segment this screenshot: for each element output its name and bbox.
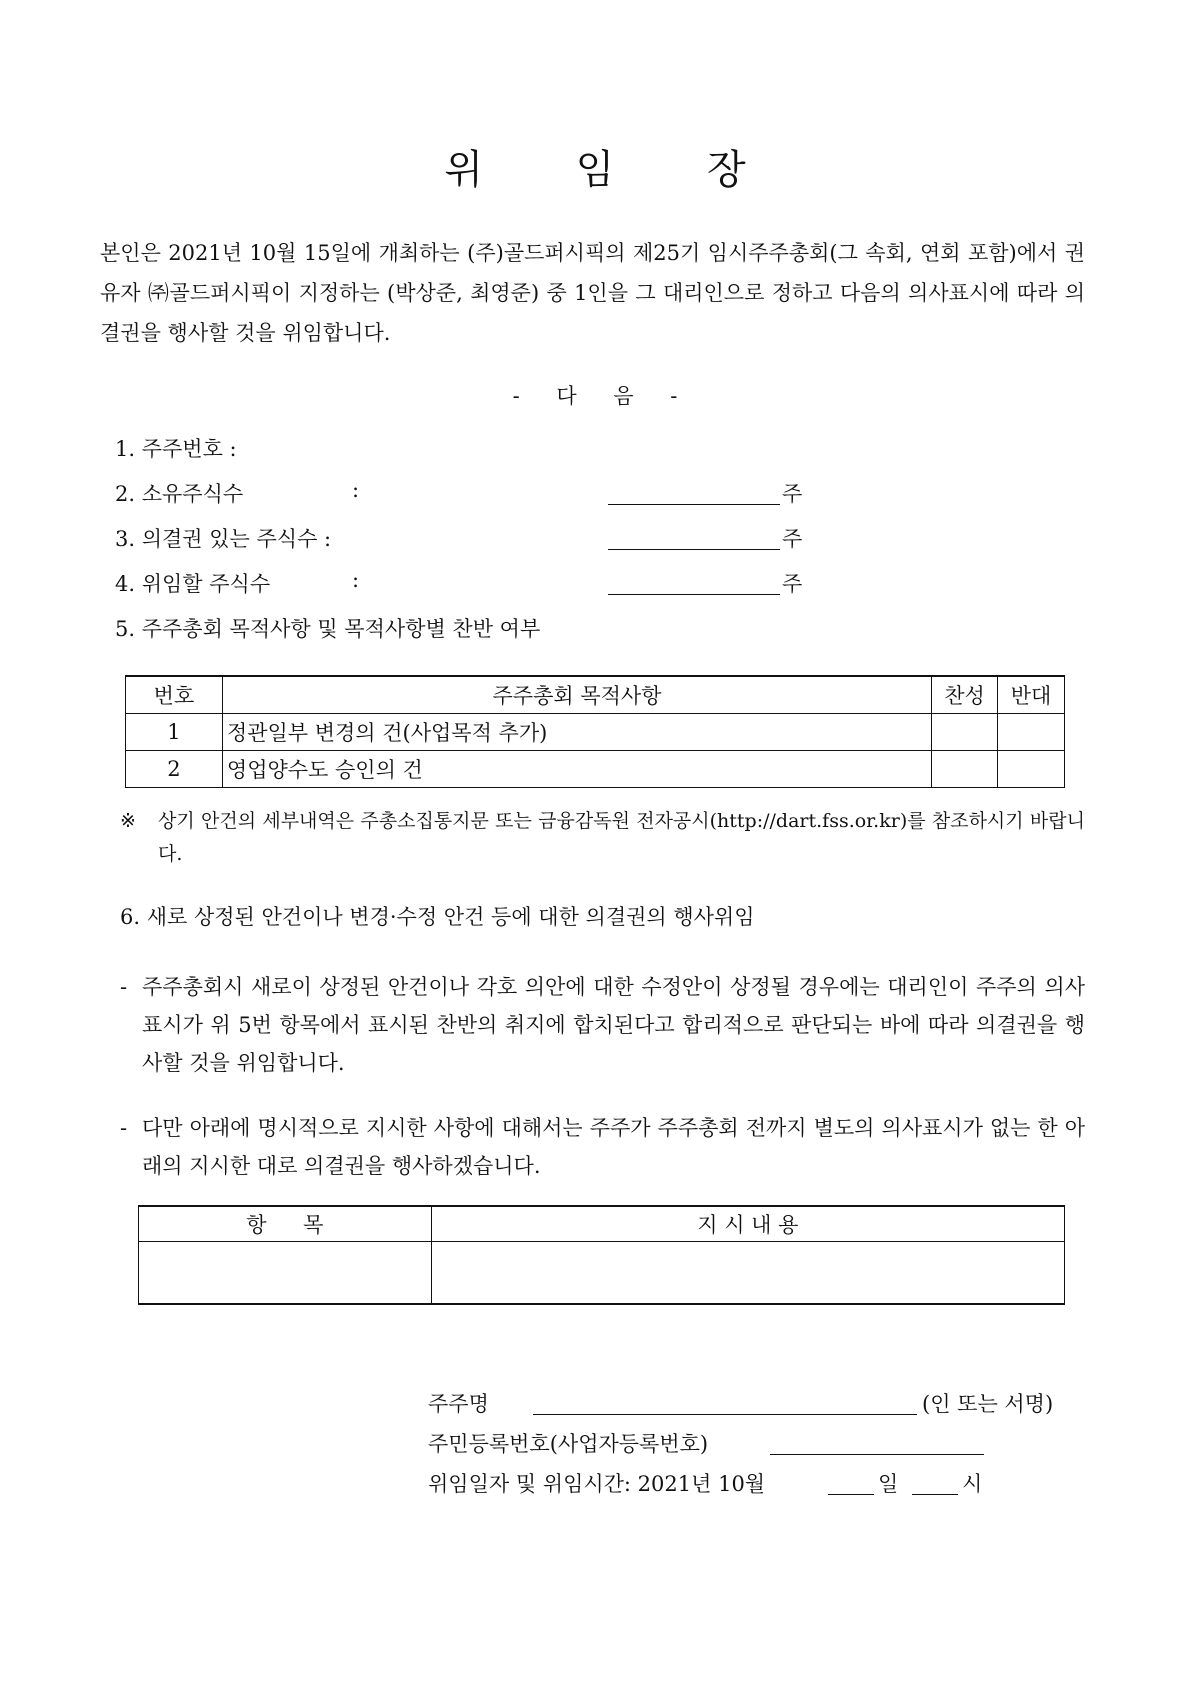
agenda-number: 2 (126, 751, 223, 788)
agenda-number: 1 (126, 714, 223, 751)
document-title: 위 임 장 (444, 147, 786, 193)
item-colon: : (352, 568, 360, 592)
header-agenda: 주주총회 목적사항 (222, 676, 931, 714)
bullet-dash: - (120, 1116, 128, 1140)
header-against: 반대 (998, 676, 1065, 714)
reference-note (120, 805, 1085, 871)
delegation-date-label: 위임일자 및 위임시간: 2021년 10월 (428, 1472, 766, 1496)
instruction-item-cell[interactable] (139, 1242, 432, 1305)
intro-paragraph: 본인은 2021년 10월 15일에 개최하는 (주)골드퍼시픽의 제25기 임시주주총회(그 속회, 연회 포함)에서 권유자 ㈜골드퍼시픽이 지정하는 (박상준, 최영준) 중 1인을 그 대리인으로 정하고 다음의 의사표시에 따라 의결권을 행사할 것을 위임합니다. (100, 241, 1085, 345)
vote-against-cell[interactable] (998, 714, 1065, 751)
agenda-item: 영업양수도 승인의 건 (222, 751, 931, 788)
shareholder-name-label: 주주명 (428, 1392, 489, 1416)
delegation-hour-field[interactable] (912, 1468, 958, 1495)
registration-number-label: 주민등록번호(사업자등록번호) (428, 1432, 709, 1456)
header-for: 찬성 (932, 676, 998, 714)
table-row (139, 1242, 1065, 1305)
item-label: 2. 소유주식수 (115, 482, 244, 506)
delegation-day-field[interactable] (828, 1468, 874, 1495)
header-item: 항 목 (139, 1206, 432, 1242)
hour-unit: 시 (962, 1472, 983, 1496)
day-unit: 일 (878, 1472, 899, 1496)
instruction-content-cell[interactable] (431, 1242, 1064, 1305)
header-instruction: 지 시 내 용 (431, 1206, 1064, 1242)
registration-number-field[interactable] (770, 1428, 984, 1455)
section-heading-daeum: - 다 음 - (512, 384, 678, 408)
owned-shares-field[interactable] (608, 478, 780, 505)
header-number: 번호 (126, 676, 223, 714)
item-label: 5. 주주총회 목적사항 및 목적사항별 찬반 여부 (115, 617, 541, 641)
vote-for-cell[interactable] (932, 714, 998, 751)
vote-against-cell[interactable] (998, 751, 1065, 788)
paragraph-text: 주주총회시 새로이 상정된 안건이나 각호 의안에 대한 수정안이 상정될 경우에는 대리인이 주주의 의사표시가 위 5번 항목에서 표시된 찬반의 취지에 합치된다고 합리적으로 판단되는 바에 따라 의결권을 행사할 것을 위임합니다. (142, 975, 1085, 1075)
delegated-shares-field[interactable] (608, 568, 780, 595)
paragraph-text: 다만 아래에 명시적으로 지시한 사항에 대해서는 주주가 주주총회 전까지 별도의 의사표시가 없는 한 아래의 지시한 대로 의결권을 행사하겠습니다. (142, 1116, 1085, 1178)
item-colon: : (352, 478, 360, 502)
delegation-paragraph-1 (120, 968, 1085, 1082)
shares-unit: 주 (782, 482, 803, 506)
item-label: 1. 주주번호 : (115, 437, 237, 461)
delegation-paragraph-2 (120, 1109, 1085, 1185)
table-header-row (126, 676, 1065, 714)
voting-shares-field[interactable] (608, 523, 780, 550)
table-row (126, 751, 1065, 788)
shareholder-name-field[interactable] (533, 1388, 917, 1415)
note-text: 상기 안건의 세부내역은 주총소집통지문 또는 금융감독원 전자공시(http://dart.fss.or.kr)를 참조하시기 바랍니다. (158, 810, 1085, 865)
vote-for-cell[interactable] (932, 751, 998, 788)
bullet-dash: - (120, 975, 128, 999)
note-mark: ※ (120, 810, 136, 832)
shares-unit: 주 (782, 527, 803, 551)
item-label: 4. 위임할 주식수 (115, 572, 271, 596)
table-row (126, 714, 1065, 751)
instruction-table (138, 1205, 1065, 1305)
item-label: 3. 의결권 있는 주식수 : (115, 527, 332, 551)
seal-label: (인 또는 서명) (922, 1392, 1054, 1416)
shares-unit: 주 (782, 572, 803, 596)
table-header-row (139, 1206, 1065, 1242)
agenda-table (125, 675, 1065, 788)
section-6-heading: 6. 새로 상정된 안건이나 변경·수정 안건 등에 대한 의결권의 행사위임 (120, 905, 755, 929)
agenda-item: 정관일부 변경의 건(사업목적 추가) (222, 714, 931, 751)
